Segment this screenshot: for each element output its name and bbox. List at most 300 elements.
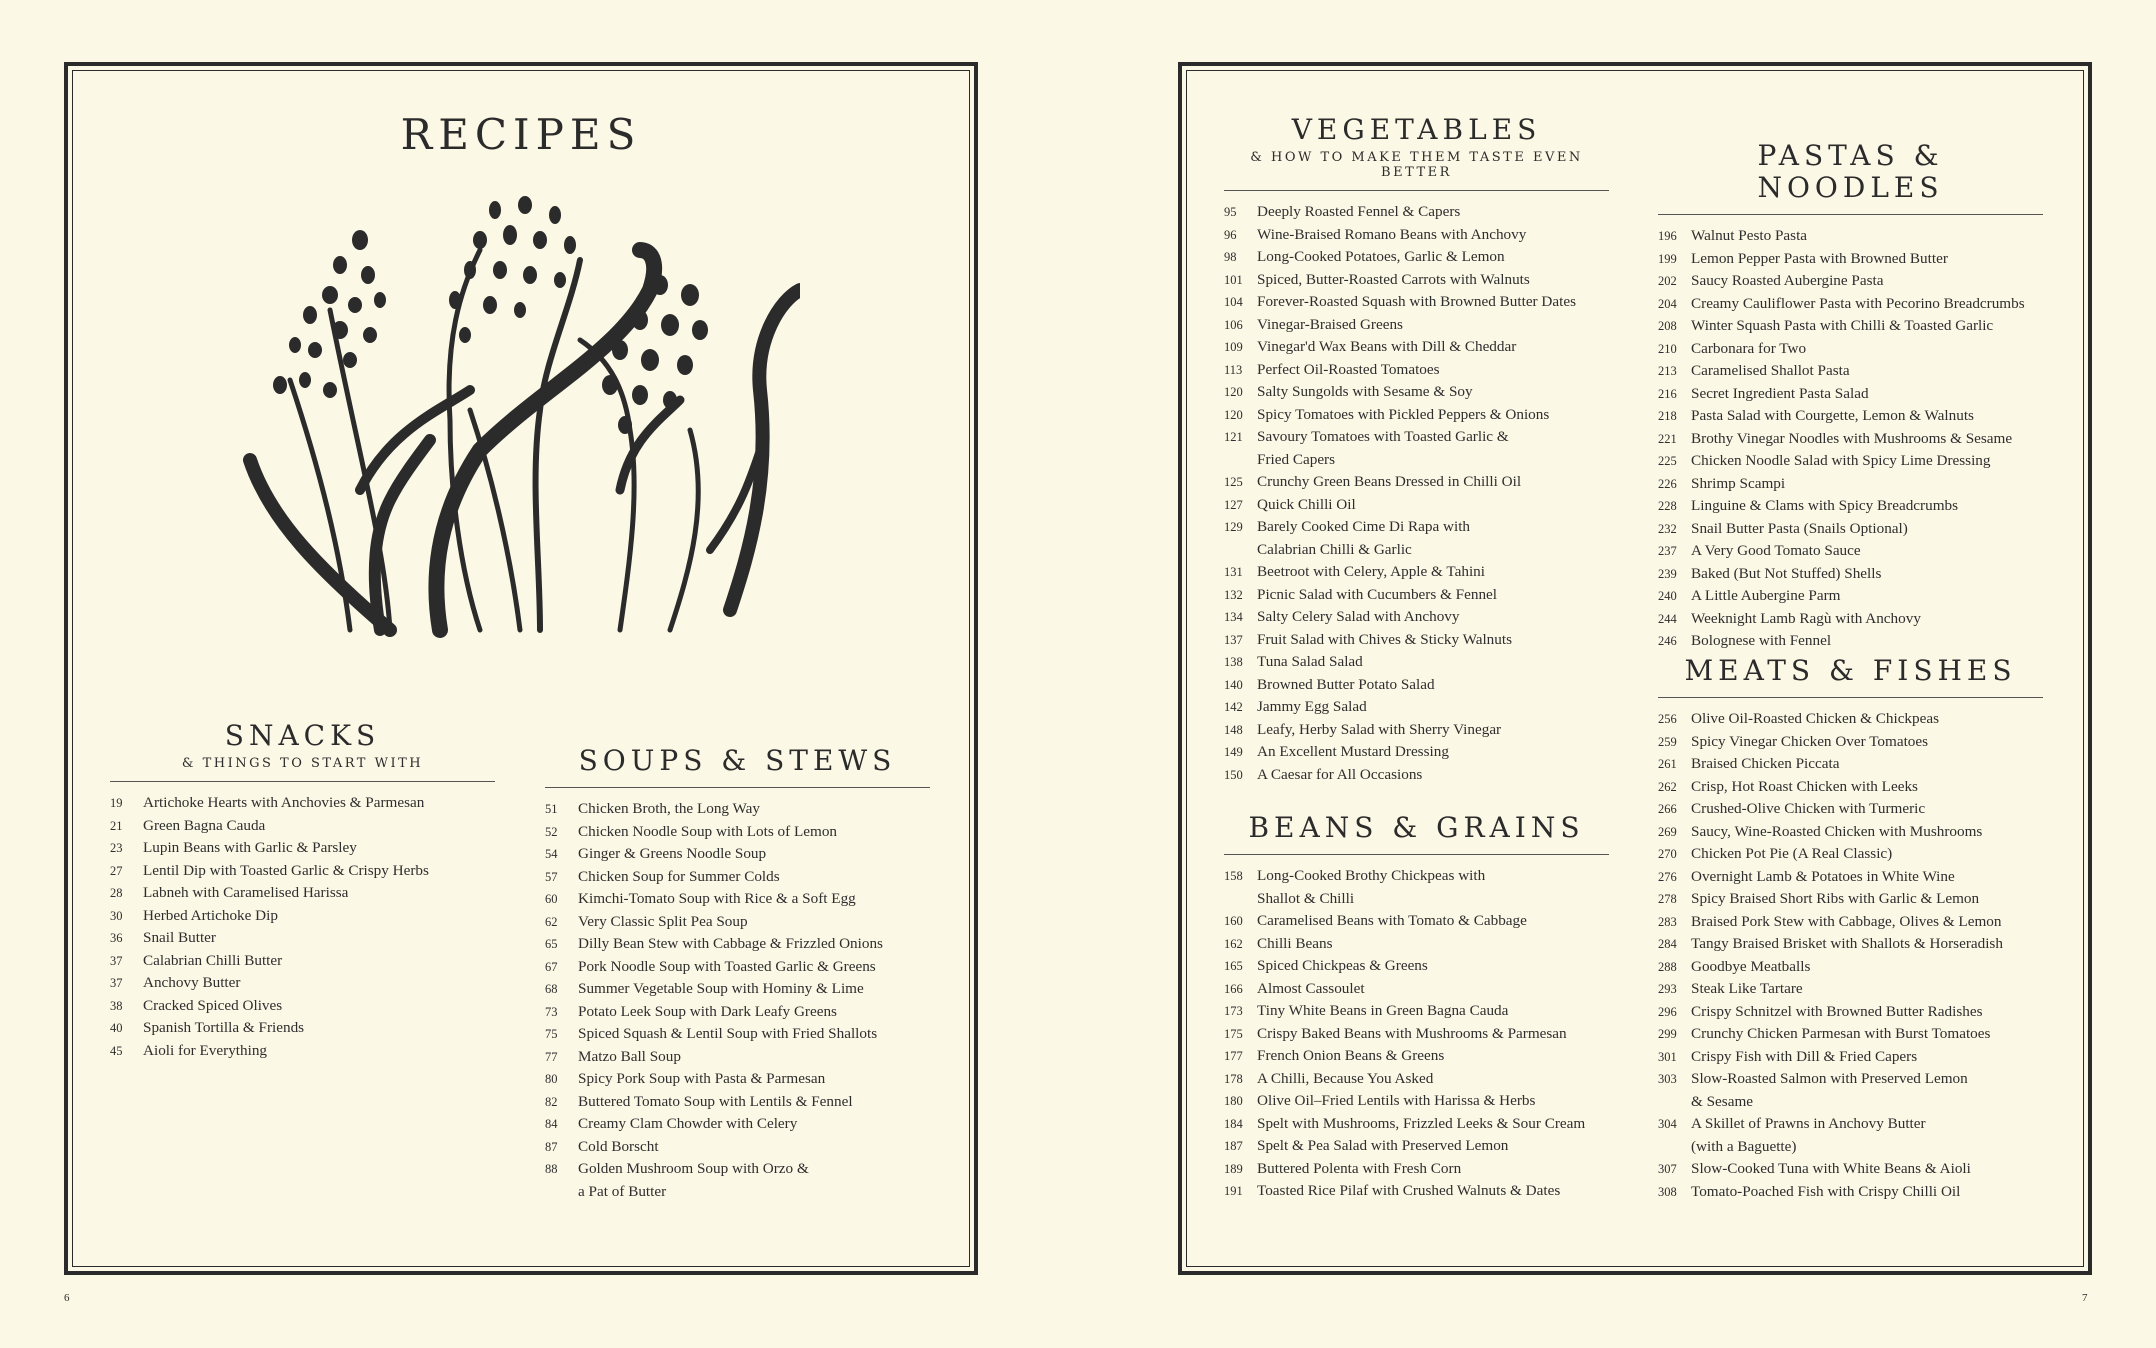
recipe-page-number: 299 <box>1658 1027 1677 1042</box>
recipe-name: A Little Aubergine Parm <box>1691 587 1841 605</box>
recipe-name: Spiced Chickpeas & Greens <box>1257 957 1428 975</box>
recipe-name: Olive Oil–Fried Lentils with Harissa & Herbs <box>1257 1092 1536 1110</box>
recipe-name: Spicy Tomatoes with Pickled Peppers & Onions <box>1257 405 1550 423</box>
recipe-name: An Excellent Mustard Dressing <box>1257 743 1449 761</box>
recipe-page-number: 204 <box>1658 296 1677 311</box>
recipe-page-number: 84 <box>545 1117 558 1132</box>
recipe-name: Ginger & Greens Noodle Soup <box>578 845 767 863</box>
recipe-page-number: 196 <box>1658 229 1677 244</box>
recipe-name: Crispy Schnitzel with Browned Butter Radishes <box>1691 1002 1983 1020</box>
recipe-entry <box>1224 865 1609 910</box>
recipe-page-number: 106 <box>1224 317 1243 332</box>
recipe-entry <box>110 860 495 883</box>
recipe-entry <box>1658 540 2043 563</box>
recipe-name: Buttered Polenta with Fresh Corn <box>1257 1159 1462 1177</box>
recipe-page-number: 303 <box>1658 1072 1677 1087</box>
section-title: PASTAS & NOODLES <box>1757 139 1944 205</box>
recipe-page-number: 216 <box>1658 386 1677 401</box>
recipe-list <box>545 798 930 1203</box>
recipe-name: Caramelised Beans with Tomato & Cabbage <box>1257 912 1527 930</box>
recipe-entry <box>1224 1090 1609 1113</box>
recipe-name: Lupin Beans with Garlic & Parsley <box>143 839 357 857</box>
recipe-page-number: 160 <box>1224 914 1243 929</box>
recipe-name: Deeply Roasted Fennel & Capers <box>1257 203 1461 221</box>
recipe-name: Long-Cooked Potatoes, Garlic & Lemon <box>1257 248 1505 266</box>
recipe-page-number: 288 <box>1658 959 1677 974</box>
recipe-name: Jammy Egg Salad <box>1257 698 1367 716</box>
recipe-page-number: 120 <box>1224 385 1243 400</box>
recipe-entry <box>545 1091 930 1114</box>
recipe-name: Braised Pork Stew with Cabbage, Olives & Lemon <box>1691 912 2002 930</box>
section-subtitle: & THINGS TO START WITH <box>181 756 424 772</box>
recipe-page-number: 304 <box>1658 1117 1677 1132</box>
recipe-page-number: 187 <box>1224 1139 1243 1154</box>
recipe-name: Long-Cooked Brothy Chickpeas with Shallot & Chilli <box>1257 867 1486 907</box>
recipe-name: Saucy, Wine-Roasted Chicken with Mushrooms <box>1691 822 1983 840</box>
recipe-page-number: 27 <box>110 863 123 878</box>
recipe-page-number: 68 <box>545 982 558 997</box>
recipe-page-number: 184 <box>1224 1116 1243 1131</box>
recipe-name: Chicken Noodle Salad with Spicy Lime Dressing <box>1691 452 1991 470</box>
botanical-illustration <box>240 190 800 650</box>
recipe-page-number: 142 <box>1224 700 1243 715</box>
recipe-page-number: 208 <box>1658 319 1677 334</box>
recipe-name: Slow-Roasted Salmon with Preserved Lemon & Sesame <box>1691 1070 1968 1110</box>
recipe-entry <box>1658 1113 2043 1158</box>
recipe-page-number: 37 <box>110 953 123 968</box>
recipe-name: Artichoke Hearts with Anchovies & Parmesan <box>143 794 425 812</box>
recipe-entry <box>1658 1068 2043 1113</box>
recipe-name: Green Bagna Cauda <box>143 816 266 834</box>
recipe-entry <box>1224 1000 1609 1023</box>
recipe-name: Very Classic Split Pea Soup <box>578 912 748 930</box>
section-title: BEANS & GRAINS <box>1248 811 1585 844</box>
recipe-name: Walnut Pesto Pasta <box>1691 227 1808 245</box>
recipe-entry <box>545 956 930 979</box>
section-rule <box>1658 214 2043 215</box>
recipe-entry <box>110 815 495 838</box>
recipe-page-number: 162 <box>1224 936 1243 951</box>
recipe-page-number: 104 <box>1224 295 1243 310</box>
recipe-entry <box>1224 955 1609 978</box>
recipe-page-number: 19 <box>110 796 123 811</box>
recipe-entry <box>1224 651 1609 674</box>
recipe-page-number: 256 <box>1658 712 1677 727</box>
recipe-entry <box>545 1068 930 1091</box>
recipe-name: Savoury Tomatoes with Toasted Garlic & Fried Capers <box>1257 428 1509 468</box>
recipe-entry <box>1224 246 1609 269</box>
recipe-entry <box>110 972 495 995</box>
recipe-page-number: 38 <box>110 998 123 1013</box>
recipe-page-number: 308 <box>1658 1184 1677 1199</box>
section-rule <box>545 787 930 788</box>
recipe-page-number: 202 <box>1658 274 1677 289</box>
recipe-name: Chilli Beans <box>1257 934 1333 952</box>
recipe-entry <box>1224 1180 1609 1203</box>
recipe-page-number: 191 <box>1224 1184 1243 1199</box>
recipe-name: Pork Noodle Soup with Toasted Garlic & Greens <box>578 957 876 975</box>
recipe-page-number: 165 <box>1224 959 1243 974</box>
recipe-name: Spicy Braised Short Ribs with Garlic & Lemon <box>1691 890 1980 908</box>
recipe-entry <box>1658 933 2043 956</box>
recipe-page-number: 121 <box>1224 430 1243 445</box>
recipe-entry <box>1658 978 2043 1001</box>
recipe-entry <box>1658 956 2043 979</box>
recipe-page-number: 109 <box>1224 340 1243 355</box>
recipe-entry <box>1658 630 2043 653</box>
recipe-page-number: 137 <box>1224 632 1243 647</box>
recipe-entry <box>1224 1068 1609 1091</box>
page-number-right: 7 <box>2082 1292 2088 1304</box>
recipe-entry <box>1224 314 1609 337</box>
recipe-name: Tuna Salad Salad <box>1257 653 1363 671</box>
recipe-entry <box>1658 1001 2043 1024</box>
recipe-entry <box>1658 405 2043 428</box>
recipe-name: Crisp, Hot Roast Chicken with Leeks <box>1691 777 1918 795</box>
recipe-page-number: 150 <box>1224 767 1243 782</box>
recipe-page-number: 244 <box>1658 611 1677 626</box>
recipe-page-number: 113 <box>1224 362 1243 377</box>
recipe-name: Buttered Tomato Soup with Lentils & Fennel <box>578 1092 853 1110</box>
recipe-list <box>1658 225 2043 653</box>
recipe-entry <box>1224 336 1609 359</box>
recipe-name: Cracked Spiced Olives <box>143 996 283 1014</box>
recipe-entry <box>1224 1045 1609 1068</box>
recipe-entry <box>1224 933 1609 956</box>
recipe-name: Chicken Broth, the Long Way <box>578 800 760 818</box>
recipe-entry <box>545 866 930 889</box>
recipe-entry <box>110 927 495 950</box>
section-title: VEGETABLES <box>1291 113 1542 146</box>
recipe-name: Slow-Cooked Tuna with White Beans & Aioli <box>1691 1160 1971 1178</box>
recipe-entry <box>1224 494 1609 517</box>
recipe-page-number: 148 <box>1224 722 1243 737</box>
recipe-page-number: 158 <box>1224 869 1243 884</box>
recipe-entry <box>1658 911 2043 934</box>
recipe-entry <box>1658 888 2043 911</box>
recipe-entry <box>1224 1135 1609 1158</box>
recipe-name: Chicken Pot Pie (A Real Classic) <box>1691 845 1893 863</box>
recipe-page-number: 296 <box>1658 1004 1677 1019</box>
recipe-page-number: 21 <box>110 818 123 833</box>
recipe-name: Winter Squash Pasta with Chilli & Toasted Garlic <box>1691 317 1994 335</box>
recipe-name: Calabrian Chilli Butter <box>143 951 283 969</box>
recipe-entry <box>545 1113 930 1136</box>
recipe-page-number: 218 <box>1658 409 1677 424</box>
recipe-entry <box>1224 674 1609 697</box>
recipe-page-number: 75 <box>545 1027 558 1042</box>
recipe-name: Spicy Pork Soup with Pasta & Parmesan <box>578 1070 826 1088</box>
recipe-name: Tiny White Beans in Green Bagna Cauda <box>1257 1002 1509 1020</box>
page-number-left: 6 <box>64 1292 70 1304</box>
recipe-entry <box>1224 404 1609 427</box>
recipe-name: Snail Butter Pasta (Snails Optional) <box>1691 519 1908 537</box>
recipe-name: Matzo Ball Soup <box>578 1047 681 1065</box>
recipe-name: Spanish Tortilla & Friends <box>143 1019 305 1037</box>
recipe-entry <box>1224 696 1609 719</box>
recipe-name: Baked (But Not Stuffed) Shells <box>1691 564 1882 582</box>
recipe-name: Spiced Squash & Lentil Soup with Fried Shallots <box>578 1025 878 1043</box>
recipe-page-number: 129 <box>1224 520 1243 535</box>
recipe-entry <box>110 882 495 905</box>
recipe-entry <box>1658 428 2043 451</box>
recipe-entry <box>545 843 930 866</box>
recipe-page-number: 284 <box>1658 937 1677 952</box>
recipe-name: Perfect Oil-Roasted Tomatoes <box>1257 360 1440 378</box>
recipe-entry <box>1224 910 1609 933</box>
recipe-entry <box>1224 201 1609 224</box>
recipe-page-number: 80 <box>545 1072 558 1087</box>
recipe-name: Vinegar-Braised Greens <box>1257 315 1403 333</box>
recipe-page-number: 54 <box>545 847 558 862</box>
recipe-entry <box>1658 843 2043 866</box>
recipe-entry <box>545 1158 930 1203</box>
recipe-name: Steak Like Tartare <box>1691 980 1803 998</box>
recipe-entry <box>110 995 495 1018</box>
recipe-name: Spicy Vinegar Chicken Over Tomatoes <box>1691 732 1929 750</box>
recipe-name: Cold Borscht <box>578 1137 659 1155</box>
recipe-name: Quick Chilli Oil <box>1257 495 1356 513</box>
recipe-name: Summer Vegetable Soup with Hominy & Lime <box>578 980 864 998</box>
recipe-page-number: 226 <box>1658 476 1677 491</box>
section-rule <box>1658 697 2043 698</box>
recipe-page-number: 175 <box>1224 1026 1243 1041</box>
recipe-name: Barely Cooked Cime Di Rapa with Calabrian Chilli & Garlic <box>1257 518 1471 558</box>
recipe-entry <box>1658 248 2043 271</box>
recipe-entry <box>1224 269 1609 292</box>
recipe-entry <box>1658 450 2043 473</box>
section-soups-stews <box>545 745 930 1203</box>
recipe-entry <box>1224 561 1609 584</box>
recipe-name: Crunchy Chicken Parmesan with Burst Tomatoes <box>1691 1025 1991 1043</box>
recipe-entry <box>1224 764 1609 787</box>
recipe-name: Crispy Fish with Dill & Fried Capers <box>1691 1047 1918 1065</box>
recipe-page-number: 262 <box>1658 779 1677 794</box>
recipe-name: Fruit Salad with Chives & Sticky Walnuts <box>1257 630 1512 648</box>
recipe-entry <box>1224 224 1609 247</box>
recipe-page-number: 125 <box>1224 475 1243 490</box>
recipe-entry <box>1658 473 2043 496</box>
recipe-entry <box>1658 1181 2043 1204</box>
recipe-page-number: 82 <box>545 1094 558 1109</box>
recipe-name: Salty Sungolds with Sesame & Soy <box>1257 383 1473 401</box>
section-vegetables <box>1224 114 1609 786</box>
recipe-name: Herbed Artichoke Dip <box>143 906 278 924</box>
recipe-entry <box>1658 708 2043 731</box>
recipe-name: Pasta Salad with Courgette, Lemon & Walnuts <box>1691 407 1974 425</box>
recipe-page-number: 283 <box>1658 914 1677 929</box>
recipe-page-number: 221 <box>1658 431 1677 446</box>
recipe-page-number: 45 <box>110 1043 123 1058</box>
recipe-name: Tomato-Poached Fish with Crispy Chilli Oil <box>1691 1182 1961 1200</box>
recipe-page-number: 88 <box>545 1162 558 1177</box>
recipe-page-number: 132 <box>1224 587 1243 602</box>
recipe-page-number: 62 <box>545 914 558 929</box>
recipe-entry <box>1224 291 1609 314</box>
recipe-entry <box>545 1046 930 1069</box>
recipe-name: Spiced, Butter-Roasted Carrots with Walnuts <box>1257 270 1530 288</box>
recipe-page-number: 57 <box>545 869 558 884</box>
recipe-entry <box>1658 293 2043 316</box>
recipe-entry <box>545 798 930 821</box>
recipe-page-number: 189 <box>1224 1161 1243 1176</box>
recipe-page-number: 120 <box>1224 407 1243 422</box>
recipe-page-number: 51 <box>545 802 558 817</box>
recipe-page-number: 259 <box>1658 734 1677 749</box>
recipe-entry <box>1658 1046 2043 1069</box>
recipe-name: Browned Butter Potato Salad <box>1257 675 1435 693</box>
recipe-name: Olive Oil-Roasted Chicken & Chickpeas <box>1691 710 1940 728</box>
recipe-entry <box>1658 776 2043 799</box>
recipe-entry <box>1224 471 1609 494</box>
section-title: SNACKS <box>224 719 381 752</box>
recipe-page-number: 36 <box>110 931 123 946</box>
recipe-entry <box>545 978 930 1001</box>
recipe-entry <box>1658 585 2043 608</box>
recipe-name: Potato Leek Soup with Dark Leafy Greens <box>578 1002 837 1020</box>
recipe-entry <box>545 1001 930 1024</box>
recipe-entry <box>1224 741 1609 764</box>
recipe-page-number: 237 <box>1658 544 1677 559</box>
recipe-page-number: 232 <box>1658 521 1677 536</box>
recipe-entry <box>1658 518 2043 541</box>
recipe-list <box>1658 708 2043 1203</box>
recipe-page-number: 293 <box>1658 982 1677 997</box>
recipe-page-number: 40 <box>110 1021 123 1036</box>
recipe-name: Brothy Vinegar Noodles with Mushrooms & Sesame <box>1691 429 2013 447</box>
recipe-name: Aioli for Everything <box>143 1041 268 1059</box>
recipe-entry <box>1658 753 2043 776</box>
recipe-page-number: 87 <box>545 1139 558 1154</box>
recipe-name: Spelt with Mushrooms, Frizzled Leeks & Sour Cream <box>1257 1114 1586 1132</box>
recipe-name: Crushed-Olive Chicken with Turmeric <box>1691 800 1926 818</box>
recipe-name: Almost Cassoulet <box>1257 979 1365 997</box>
section-meats-fishes <box>1658 655 2043 1203</box>
recipe-entry <box>1224 1023 1609 1046</box>
recipe-name: Vinegar'd Wax Beans with Dill & Cheddar <box>1257 338 1517 356</box>
recipe-name: A Chilli, Because You Asked <box>1257 1069 1434 1087</box>
page-title: RECIPES <box>400 110 642 159</box>
recipe-page-number: 138 <box>1224 655 1243 670</box>
recipe-entry <box>1224 629 1609 652</box>
recipe-entry <box>545 888 930 911</box>
recipe-name: Wine-Braised Romano Beans with Anchovy <box>1257 225 1527 243</box>
recipe-name: Shrimp Scampi <box>1691 474 1786 492</box>
section-rule <box>1224 854 1609 855</box>
recipe-page-number: 73 <box>545 1004 558 1019</box>
recipe-entry <box>1224 381 1609 404</box>
recipe-entry <box>1224 359 1609 382</box>
recipe-name: Carbonara for Two <box>1691 339 1807 357</box>
recipe-page-number: 177 <box>1224 1049 1243 1064</box>
recipe-page-number: 199 <box>1658 251 1677 266</box>
recipe-entry <box>545 911 930 934</box>
recipe-name: A Caesar for All Occasions <box>1257 765 1423 783</box>
recipe-name: Chicken Noodle Soup with Lots of Lemon <box>578 822 838 840</box>
recipe-name: Secret Ingredient Pasta Salad <box>1691 384 1869 402</box>
recipe-name: A Very Good Tomato Sauce <box>1691 542 1861 560</box>
recipe-entry <box>110 1017 495 1040</box>
section-pastas-noodles <box>1658 140 2043 653</box>
recipe-name: Overnight Lamb & Potatoes in White Wine <box>1691 867 1955 885</box>
recipe-entry <box>1658 315 2043 338</box>
recipe-entry <box>1224 606 1609 629</box>
recipe-entry <box>110 792 495 815</box>
recipe-entry <box>1224 1113 1609 1136</box>
recipe-entry <box>1658 225 2043 248</box>
recipe-entry <box>110 950 495 973</box>
recipe-page-number: 127 <box>1224 497 1243 512</box>
recipe-name: Anchovy Butter <box>143 974 241 992</box>
recipe-list <box>110 792 495 1062</box>
recipe-entry <box>1658 383 2043 406</box>
recipe-entry <box>1658 821 2043 844</box>
recipe-name: Tangy Braised Brisket with Shallots & Horseradish <box>1691 935 2003 953</box>
recipe-name: Goodbye Meatballs <box>1691 957 1811 975</box>
recipe-page-number: 266 <box>1658 802 1677 817</box>
recipe-entry <box>545 1023 930 1046</box>
recipe-entry <box>1224 516 1609 561</box>
recipe-list <box>1224 201 1609 786</box>
recipe-entry <box>1224 1158 1609 1181</box>
recipe-entry <box>110 837 495 860</box>
recipe-page-number: 95 <box>1224 205 1237 220</box>
recipe-page-number: 178 <box>1224 1071 1243 1086</box>
recipe-page-number: 261 <box>1658 757 1677 772</box>
recipe-page-number: 269 <box>1658 824 1677 839</box>
recipe-entry <box>545 821 930 844</box>
recipe-page-number: 307 <box>1658 1162 1677 1177</box>
recipe-name: Creamy Cauliflower Pasta with Pecorino Breadcrumbs <box>1691 294 2025 312</box>
recipe-page-number: 149 <box>1224 745 1243 760</box>
recipe-name: Salty Celery Salad with Anchovy <box>1257 608 1460 626</box>
recipe-page-number: 240 <box>1658 589 1677 604</box>
recipe-entry <box>1658 563 2043 586</box>
recipe-page-number: 65 <box>545 937 558 952</box>
recipe-name: Labneh with Caramelised Harissa <box>143 884 349 902</box>
section-rule <box>110 781 495 782</box>
recipe-entry <box>1224 426 1609 471</box>
recipe-page-number: 37 <box>110 976 123 991</box>
section-snacks <box>110 720 495 1062</box>
recipe-page-number: 131 <box>1224 565 1243 580</box>
recipe-name: Bolognese with Fennel <box>1691 632 1832 650</box>
recipe-name: Braised Chicken Piccata <box>1691 755 1840 773</box>
recipe-entry <box>110 1040 495 1063</box>
recipe-page-number: 246 <box>1658 634 1677 649</box>
section-beans-grains <box>1224 812 1609 1203</box>
recipe-page-number: 23 <box>110 841 123 856</box>
recipe-page-number: 140 <box>1224 677 1243 692</box>
recipe-entry <box>1658 495 2043 518</box>
recipe-entry <box>1224 719 1609 742</box>
recipe-page-number: 67 <box>545 959 558 974</box>
recipe-page-number: 278 <box>1658 892 1677 907</box>
recipe-name: Crispy Baked Beans with Mushrooms & Parmesan <box>1257 1024 1567 1042</box>
recipe-page-number: 96 <box>1224 227 1237 242</box>
recipe-entry <box>1658 866 2043 889</box>
recipe-page-number: 276 <box>1658 869 1677 884</box>
recipe-page-number: 228 <box>1658 499 1677 514</box>
recipe-page-number: 28 <box>110 886 123 901</box>
recipe-page-number: 60 <box>545 892 558 907</box>
recipe-page-number: 173 <box>1224 1004 1243 1019</box>
recipe-name: A Skillet of Prawns in Anchovy Butter (with a Baguette) <box>1691 1115 1926 1155</box>
recipe-name: Saucy Roasted Aubergine Pasta <box>1691 272 1884 290</box>
recipe-entry <box>1224 584 1609 607</box>
recipe-name: Golden Mushroom Soup with Orzo & a Pat of Butter <box>578 1160 809 1200</box>
recipe-entry <box>545 1136 930 1159</box>
